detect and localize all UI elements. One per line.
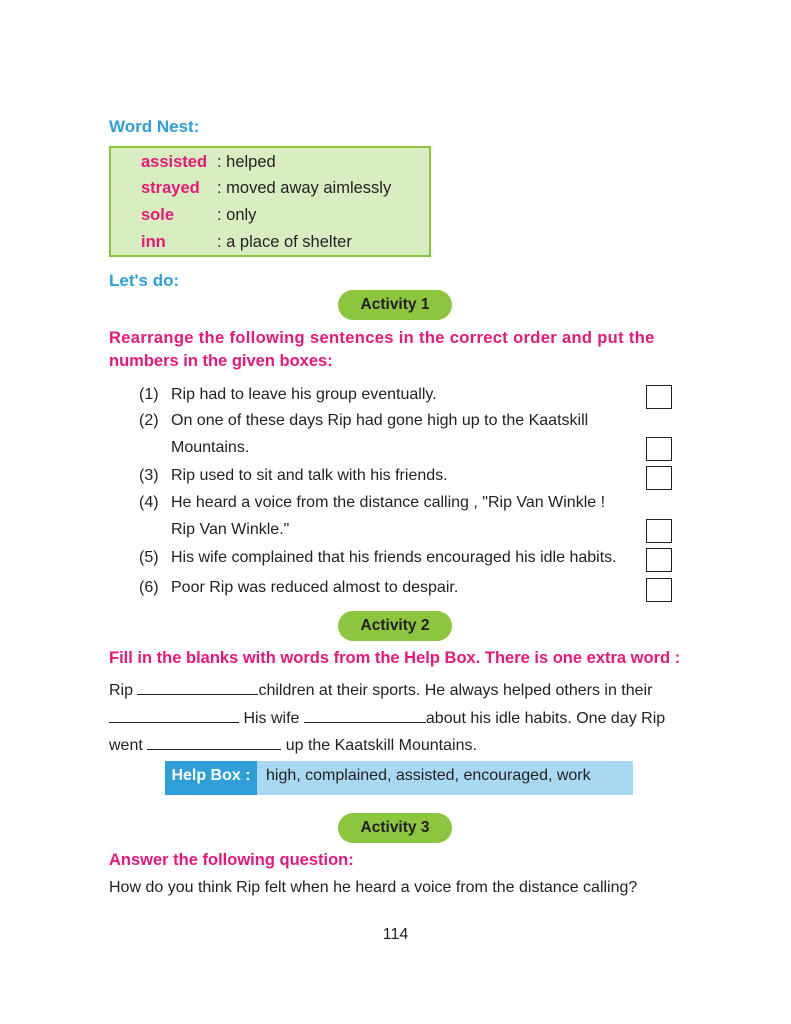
- help-box-words: high, complained, assisted, encouraged, work: [266, 767, 591, 784]
- word-nest-box: [109, 146, 431, 257]
- word-nest-definition: : only: [217, 206, 257, 224]
- activity-1-badge: Activity 1: [338, 290, 452, 320]
- fill-line-2: His wife about his idle habits. One day Rip: [109, 708, 665, 728]
- question-text: How do you think Rip felt when he heard a voice from the distance calling?: [109, 879, 638, 896]
- sentence-2: (2) On one of these days Rip had gone high up to the Kaatskill: [139, 412, 589, 429]
- answer-box-5[interactable]: [646, 548, 672, 572]
- sentence-2-cont: Mountains.: [171, 439, 250, 456]
- fill-line-1: Rip children at their sports. He always helped others in their: [109, 682, 653, 699]
- page-number: 114: [382, 926, 409, 943]
- sentence-4-cont: Rip Van Winkle.": [171, 521, 290, 538]
- blank-2[interactable]: [109, 708, 239, 723]
- activity-3-instruction: Answer the following question:: [109, 851, 354, 869]
- sentence-1: (1) Rip had to leave his group eventually.: [139, 386, 437, 403]
- sentence-5: (5) His wife complained that his friends encouraged his idle habits.: [139, 549, 617, 566]
- word-nest-definition: : moved away aimlessly: [217, 179, 392, 197]
- word-nest-word: inn: [141, 233, 166, 251]
- lets-do-heading: Let's do:: [109, 271, 180, 290]
- word-nest-word: strayed: [141, 179, 200, 197]
- blank-3[interactable]: [304, 708, 426, 723]
- fill-line-3: went up the Kaatskill Mountains.: [109, 737, 477, 754]
- word-nest-definition: : a place of shelter: [217, 233, 352, 251]
- sentence-6: (6) Poor Rip was reduced almost to despair.: [139, 579, 459, 596]
- help-box: [165, 761, 633, 795]
- help-box-label: Help Box :: [165, 761, 257, 795]
- sentence-3: (3) Rip used to sit and talk with his friends.: [139, 467, 448, 484]
- answer-box-3[interactable]: [646, 466, 672, 490]
- activity-2-instruction: Fill in the blanks with words from the Help Box. There is one extra word :: [109, 649, 681, 667]
- sentence-4: (4) He heard a voice from the distance calling , "Rip Van Winkle !: [139, 494, 606, 511]
- activity-1-instruction-cont: numbers in the given boxes:: [109, 352, 333, 370]
- answer-box-2[interactable]: [646, 437, 672, 461]
- blank-4[interactable]: [147, 735, 281, 750]
- answer-box-1[interactable]: [646, 385, 672, 409]
- word-nest-definition: : helped: [217, 153, 276, 171]
- activity-2-badge: Activity 2: [338, 611, 452, 641]
- blank-1[interactable]: [137, 680, 258, 695]
- word-nest-word: assisted: [141, 153, 208, 171]
- answer-box-6[interactable]: [646, 578, 672, 602]
- word-nest-word: sole: [141, 206, 175, 224]
- activity-3-badge: Activity 3: [338, 813, 452, 843]
- activity-1-instruction: Rearrange the following sentences in the correct order and put the: [109, 329, 655, 347]
- word-nest-title: Word Nest:: [109, 117, 200, 136]
- answer-box-4[interactable]: [646, 519, 672, 543]
